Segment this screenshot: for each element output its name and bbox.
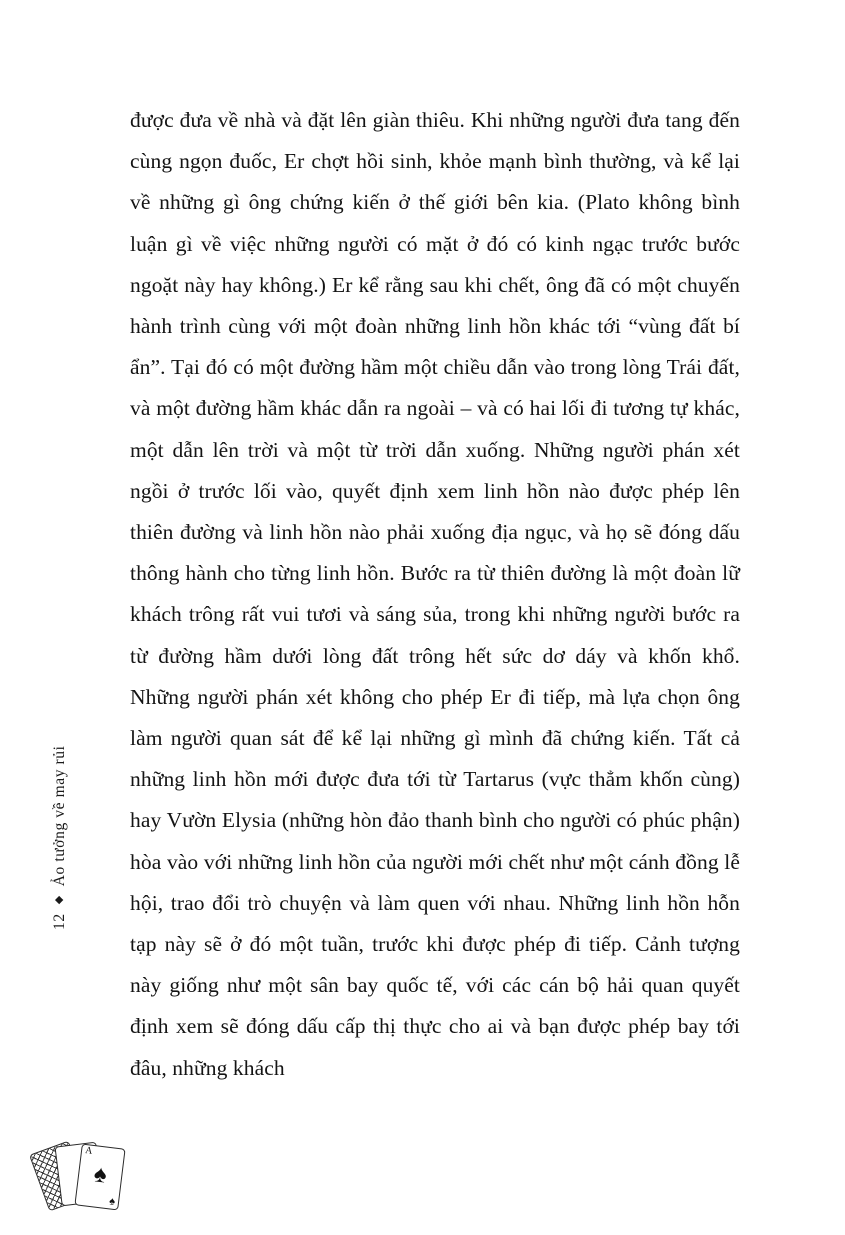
spade-suit-icon: ♠ bbox=[92, 1161, 109, 1189]
playing-cards-decoration bbox=[36, 1140, 132, 1216]
running-head bbox=[48, 700, 72, 930]
page-text-column bbox=[130, 100, 740, 1089]
running-head-separator-icon: ◆ bbox=[52, 895, 65, 905]
card-rank-label: A bbox=[84, 1145, 93, 1157]
spade-suit-corner-icon: ♠ bbox=[108, 1195, 116, 1208]
body-paragraph: được đưa về nhà và đặt lên giàn thiêu. Khi những người đưa tang đến cùng ngọn đuốc, Er chợt hồi sinh, khỏe mạnh bình thường, và kể lại về những gì ông chứng kiến ở thế giới bên kia. (Plato không bình luận gì về việc những người có mặt ở đó có kinh ngạc trước bước ngoặt này hay không.) Er kể rằng sau khi chết, ông đã có một chuyến hành trình cùng với một đoàn những linh hồn khác tới “vùng đất bí ẩn”. Tại đó có một đường hầm một chiều dẫn vào trong lòng Trái đất, và một đường hầm khác dẫn ra ngoài – và có hai lối đi tương tự khác, một dẫn lên trời và một từ trời dẫn xuống. Những người phán xét ngồi ở trước lối vào, quyết định xem linh hồn nào được phép lên thiên đường và linh hồn nào phải xuống địa ngục, và họ sẽ đóng dấu thông hành cho từng linh hồn. Bước ra từ thiên đường là một đoàn lữ khách trông rất vui tươi và sáng sủa, trong khi những người bước ra từ đường hầm dưới lòng đất trông hết sức dơ dáy và khốn khổ. Những người phán xét không cho phép Er đi tiếp, mà lựa chọn ông làm người quan sát để kể lại những gì mình đã chứng kiến. Tất cả những linh hồn mới được đưa tới từ Tartarus (vực thẳm khốn cùng) hay Vườn Elysia (những hòn đảo thanh bình cho người có phúc phận) hòa vào với những linh hồn của người mới chết như một cánh đồng lễ hội, trao đổi trò chuyện và làm quen với nhau. Những linh hồn hỗn tạp này sẽ ở đó một tuần, trước khi được phép đi tiếp. Cảnh tượng này giống như một sân bay quốc tế, với các cán bộ hải quan quyết định xem sẽ đóng dấu cấp thị thực cho ai và bạn được phép bay tới đâu, những khách bbox=[130, 108, 740, 1080]
page-number: 12 bbox=[51, 913, 68, 930]
running-head-title: Ảo tưởng về may rủi bbox=[51, 745, 68, 887]
ace-of-spades-icon bbox=[74, 1144, 125, 1211]
